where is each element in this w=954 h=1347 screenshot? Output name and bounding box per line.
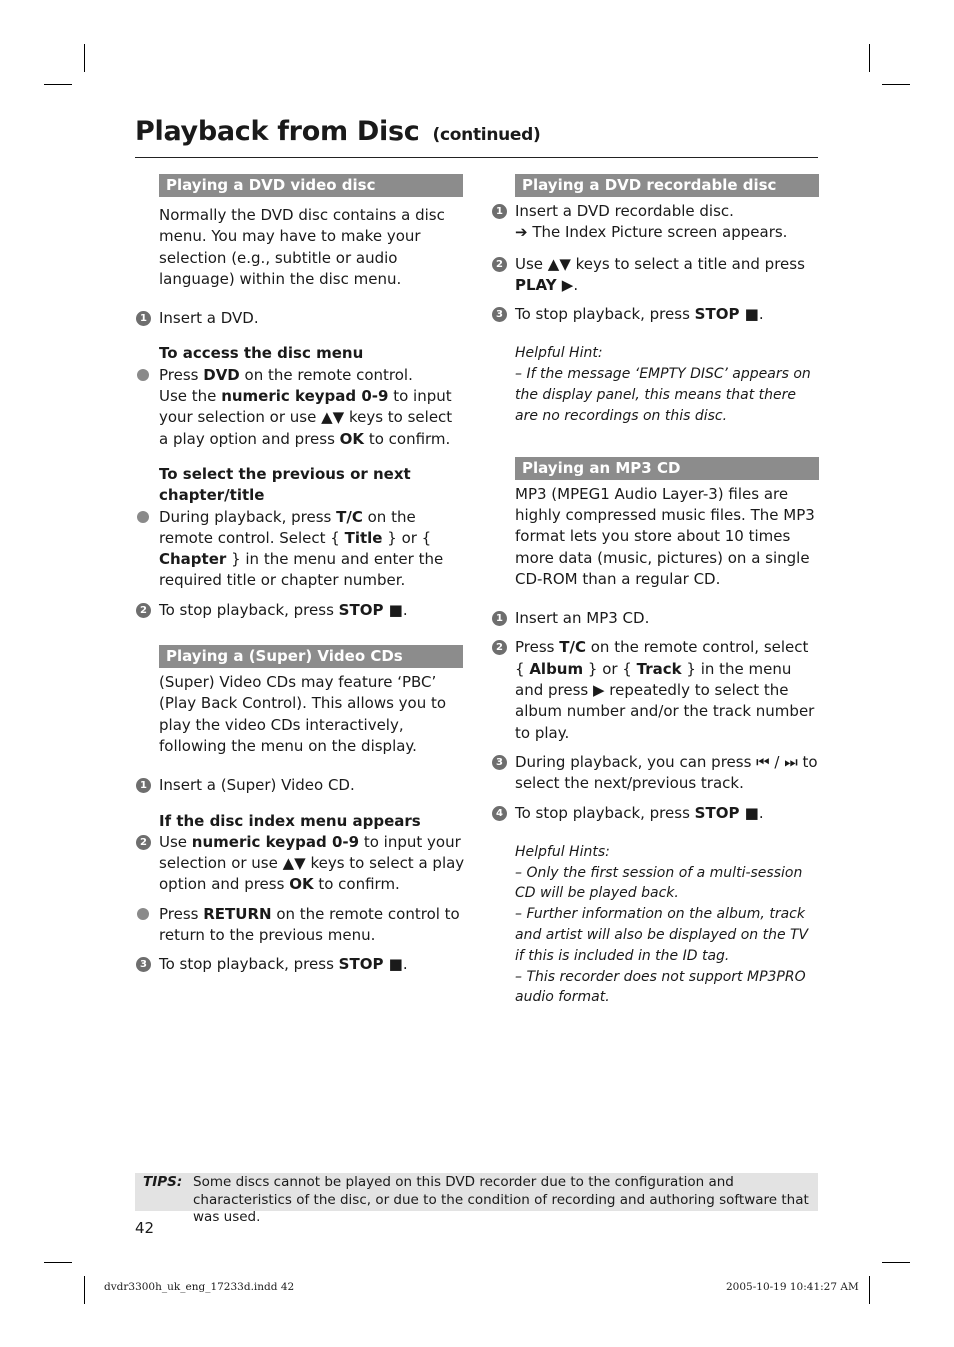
step-number-1: 1 xyxy=(492,611,507,626)
text: . xyxy=(573,275,579,294)
step-number-1: 1 xyxy=(136,311,151,326)
bullet-dot-icon xyxy=(137,369,149,381)
text: } in the menu and press ▶ repeatedly to select the album number and/or the track number to play. xyxy=(515,659,815,742)
text: . xyxy=(402,600,408,619)
text: on the remote control. Select { xyxy=(159,507,416,547)
mp3-step-1-text: Insert an MP3 CD. xyxy=(515,609,650,628)
key-stop: STOP ■ xyxy=(694,305,759,324)
dvd-step-2 xyxy=(135,600,465,621)
step-number-3: 3 xyxy=(492,307,507,322)
key-stop: STOP ■ xyxy=(694,803,759,822)
text: to confirm. xyxy=(313,875,400,894)
mp3-step-3 xyxy=(491,752,821,795)
option-title: Title xyxy=(344,528,383,547)
text: Use the xyxy=(159,387,222,406)
step-number-2: 2 xyxy=(136,603,151,618)
step-number-2: 2 xyxy=(492,640,507,655)
step-number-1: 1 xyxy=(492,204,507,219)
mp3-hint-title: Helpful Hints: xyxy=(515,843,610,860)
bullet-dot-icon xyxy=(137,511,149,523)
text: to input your selection or use ▲▼ keys to select a play option and press xyxy=(159,832,465,894)
text: Use ▲▼ keys to select a title and press xyxy=(515,254,805,273)
vcd-intro-text: (Super) Video CDs may feature ‘PBC’ (Play Back Control). This allows you to play the video CDs interactively, following the menu on the display. xyxy=(159,673,447,755)
mp3-step-4 xyxy=(491,803,821,824)
text: on the remote control to return to the previous menu. xyxy=(159,904,460,945)
text: Press xyxy=(159,365,204,384)
text: } or { xyxy=(382,528,432,547)
dvd-step-1-text: Insert a DVD. xyxy=(159,309,259,328)
page-title-suffix: (continued) xyxy=(432,125,541,145)
tips-box xyxy=(135,1173,818,1225)
crop-mark xyxy=(44,1262,72,1263)
step-number-2: 2 xyxy=(136,835,151,850)
bullet-dot-icon xyxy=(137,908,149,920)
text: } in the menu and enter the required title or chapter number. xyxy=(159,550,444,590)
text: on the remote control. xyxy=(239,365,413,384)
crop-mark xyxy=(882,84,910,85)
step-number-1: 1 xyxy=(136,778,151,793)
mp3-step-2 xyxy=(491,637,821,743)
subheading-disc-index-menu: If the disc index menu appears xyxy=(159,811,421,830)
text: To stop playback, press xyxy=(515,803,695,822)
rec-step-2 xyxy=(491,254,821,297)
key-ok: OK xyxy=(289,875,314,894)
mp3-step-3-text: During playback, you can press ⏮ / ⏭ to select the next/previous track. xyxy=(515,752,818,793)
page-header xyxy=(135,114,818,158)
key-tc: T/C xyxy=(336,507,363,526)
option-album: Album xyxy=(529,659,584,678)
crop-mark xyxy=(869,44,870,72)
rec-step-1-text: Insert a DVD recordable disc. xyxy=(515,202,734,220)
option-track: Track xyxy=(636,659,682,678)
text: to input your selection or use ▲▼ keys to select a play option and press xyxy=(159,387,453,448)
text: To stop playback, press xyxy=(159,600,339,619)
vcd-step-1-text: Insert a (Super) Video CD. xyxy=(159,776,355,795)
text: Press xyxy=(515,638,560,657)
rec-step-1 xyxy=(491,201,821,244)
tips-label: TIPS: xyxy=(143,1174,183,1190)
key-play: PLAY ▶ xyxy=(515,275,574,294)
dvd-bullet-2 xyxy=(135,507,465,592)
vcd-step-2 xyxy=(135,832,465,896)
mp3-intro-text: MP3 (MPEG1 Audio Layer-3) files are highly compressed music files. The MP3 format lets you store about 10 times more data (music, pictures) on a single CD-ROM than a regular CD. xyxy=(515,484,815,588)
text: During playback, press xyxy=(159,507,337,526)
crop-mark xyxy=(869,1276,870,1304)
mp3-hint-3: – This recorder does not support MP3PRO audio format. xyxy=(515,968,806,1006)
vcd-bullet-1 xyxy=(135,904,465,947)
section-heading-super-video-cd: Playing a (Super) Video CDs xyxy=(159,645,463,668)
text: To stop playback, press xyxy=(159,955,339,974)
text: . xyxy=(758,803,764,822)
key-numeric-keypad: numeric keypad 0-9 xyxy=(191,832,360,851)
crop-mark xyxy=(84,44,85,72)
page-title-text: Playback from Disc xyxy=(135,116,420,147)
key-dvd: DVD xyxy=(203,365,240,384)
mp3-hint-1: – Only the first session of a multi-session CD will be played back. xyxy=(515,864,803,902)
section-heading-dvd-video: Playing a DVD video disc xyxy=(159,174,463,197)
dvd-intro-text: Normally the DVD disc contains a disc menu. You may have to make your selection (e.g., subtitle or audio language) within the disc menu. xyxy=(159,206,445,288)
rec-step-3 xyxy=(491,304,821,325)
key-stop: STOP ■ xyxy=(338,955,403,974)
key-return: RETURN xyxy=(203,904,272,923)
text: . xyxy=(402,955,408,974)
crop-mark xyxy=(882,1262,910,1263)
vcd-step-1 xyxy=(135,775,465,796)
key-numeric-keypad: numeric keypad 0-9 xyxy=(221,387,389,406)
dvd-step-1 xyxy=(135,308,465,329)
key-ok: OK xyxy=(339,429,365,448)
page-number: 42 xyxy=(135,1219,155,1237)
step-number-4: 4 xyxy=(492,806,507,821)
dvd-bullet-1 xyxy=(135,365,465,450)
mp3-step-1 xyxy=(491,608,821,629)
key-stop: STOP ■ xyxy=(338,600,403,619)
vcd-step-3 xyxy=(135,954,465,975)
text: . xyxy=(758,305,764,324)
rec-step-1-result: ➔ The Index Picture screen appears. xyxy=(515,223,788,242)
step-number-3: 3 xyxy=(492,755,507,770)
text: on the remote control, select { xyxy=(515,638,809,678)
text: } or { xyxy=(583,659,637,678)
crop-mark xyxy=(84,1276,85,1304)
section-heading-mp3-cd: Playing an MP3 CD xyxy=(515,457,819,480)
text: Use xyxy=(159,832,192,851)
text: To stop playback, press xyxy=(515,305,695,324)
right-column xyxy=(491,174,821,1008)
crop-mark xyxy=(44,84,72,85)
footer-timestamp: 2005-10-19 10:41:27 AM xyxy=(726,1281,859,1293)
text: to confirm. xyxy=(364,429,451,448)
section-heading-dvd-recordable: Playing a DVD recordable disc xyxy=(515,174,819,197)
subheading-select-chapter: To select the previous or next chapter/title xyxy=(159,464,411,505)
tips-text: Some discs cannot be played on this DVD recorder due to the configuration and characteristics of the disc, or due to the condition of recording and authoring software that was used. xyxy=(193,1174,809,1225)
page-title xyxy=(135,116,541,147)
left-column xyxy=(135,174,465,976)
subheading-access-disc-menu: To access the disc menu xyxy=(159,344,364,363)
step-number-3: 3 xyxy=(136,957,151,972)
step-number-2: 2 xyxy=(492,257,507,272)
text: Press xyxy=(159,904,204,923)
option-chapter: Chapter xyxy=(159,550,227,569)
rec-hint-text: – If the message ‘EMPTY DISC’ appears on the display panel, this means that there are no recordings on this disc. xyxy=(515,366,811,424)
key-tc: T/C xyxy=(559,638,586,657)
rec-hint-title: Helpful Hint: xyxy=(515,345,603,362)
mp3-hint-2: – Further information on the album, track and artist will also be displayed on the TV if this is included in the ID tag. xyxy=(515,906,809,964)
footer-filename: dvdr3300h_uk_eng_17233d.indd 42 xyxy=(104,1281,295,1293)
